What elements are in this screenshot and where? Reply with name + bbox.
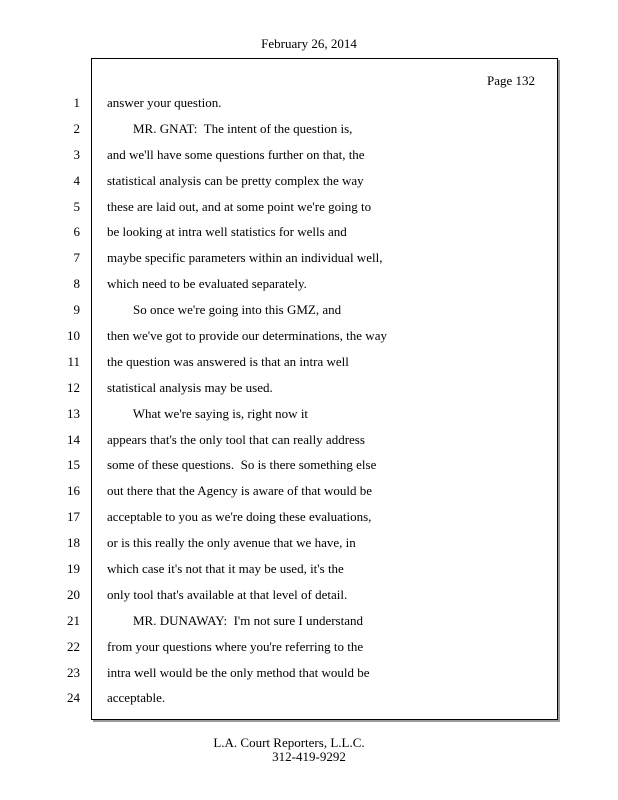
line-number: 2 bbox=[73, 120, 80, 136]
transcript-line: statistical analysis may be used. bbox=[107, 379, 273, 395]
court-reporter-company: L.A. Court Reporters, L.L.C. bbox=[213, 735, 365, 750]
transcript-line: from your questions where you're referring to the bbox=[107, 638, 364, 654]
line-number: 18 bbox=[67, 535, 80, 551]
transcript-line: acceptable to you as we're doing these evaluations, bbox=[107, 509, 372, 525]
page-number: Page 132 bbox=[486, 73, 535, 88]
transcript-line: which case it's not that it may be used, it's the bbox=[107, 561, 344, 577]
line-number: 4 bbox=[73, 172, 80, 188]
line-number: 3 bbox=[73, 146, 80, 162]
transcript-line: some of these questions. So is there something else bbox=[107, 457, 377, 473]
transcript-line: which need to be evaluated separately. bbox=[107, 276, 307, 292]
transcript-line: acceptable. bbox=[107, 690, 166, 706]
transcript-line: appears that's the only tool that can really address bbox=[107, 431, 365, 447]
line-number: 12 bbox=[67, 379, 80, 395]
line-number: 1 bbox=[73, 95, 80, 110]
line-number: 20 bbox=[67, 586, 80, 602]
transcript-line: the question was answered is that an intra well bbox=[107, 353, 349, 369]
line-number: 16 bbox=[67, 483, 80, 499]
line-number: 8 bbox=[73, 276, 80, 292]
line-number: 9 bbox=[73, 302, 80, 318]
line-number: 15 bbox=[67, 457, 80, 473]
line-number: 21 bbox=[67, 612, 80, 628]
transcript-line: be looking at intra well statistics for wells and bbox=[107, 224, 347, 240]
line-number: 5 bbox=[73, 198, 80, 214]
line-number: 24 bbox=[67, 690, 80, 706]
transcript-line: statistical analysis can be pretty complex the way bbox=[107, 172, 364, 188]
line-number: 23 bbox=[67, 664, 80, 680]
transcript-line: out there that the Agency is aware of that would be bbox=[107, 483, 372, 499]
transcript-line: these are laid out, and at some point we're going to bbox=[107, 198, 372, 214]
transcript-line: or is this really the only avenue that we have, in bbox=[107, 535, 356, 551]
court-reporter-phone: 312-419-9292 bbox=[272, 749, 346, 764]
transcript-line: maybe specific parameters within an individual well, bbox=[107, 250, 383, 266]
transcript-line: then we've got to provide our determinations, the way bbox=[107, 328, 387, 344]
transcript-line: MR. GNAT: The intent of the question is, bbox=[107, 120, 353, 136]
line-number: 22 bbox=[67, 638, 80, 654]
transcript-line: and we'll have some questions further on that, the bbox=[107, 146, 365, 162]
transcript-line: What we're saying is, right now it bbox=[107, 405, 309, 421]
line-number-column bbox=[48, 95, 80, 716]
line-number: 7 bbox=[73, 250, 80, 266]
line-number: 6 bbox=[73, 224, 80, 240]
line-number: 17 bbox=[67, 509, 80, 525]
transcript-line: only tool that's available at that level of detail. bbox=[107, 586, 348, 602]
transcript-line: So once we're going into this GMZ, and bbox=[107, 302, 342, 318]
line-number: 10 bbox=[67, 328, 80, 344]
transcript-line: intra well would be the only method that would be bbox=[107, 664, 370, 680]
transcript-line: answer your question. bbox=[107, 95, 222, 110]
line-number: 13 bbox=[67, 405, 80, 421]
line-number: 11 bbox=[67, 353, 80, 369]
line-number: 14 bbox=[67, 431, 80, 447]
transcript-text-column bbox=[107, 95, 547, 716]
transcript-line: MR. DUNAWAY: I'm not sure I understand bbox=[107, 612, 363, 628]
transcript-date: February 26, 2014 bbox=[261, 36, 357, 51]
line-number: 19 bbox=[67, 561, 80, 577]
